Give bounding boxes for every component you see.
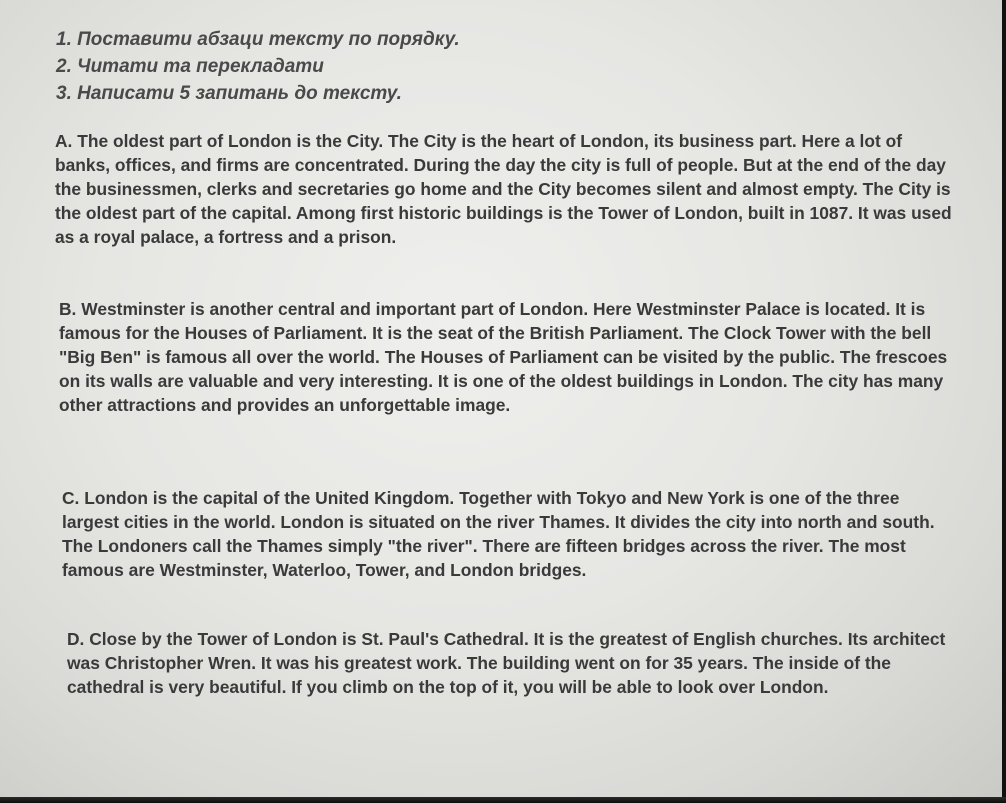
paragraph-b: B. Westminster is another central and important part of London. Here Westminster Palace is located. It is famous for the Houses of Parliament. It is the seat of the British Parliament. The Clock Tower with the bell "Big Ben" is famous all over the world. The Houses of Parliament can be visited by the public. The frescoes on its walls are valuable and very interesting. It is one of the oldest buildings in London. The city has many other attractions and provides an unforgettable image. bbox=[59, 299, 948, 415]
paragraph-a: A. The oldest part of London is the City. The City is the heart of London, its business part. Here a lot of banks, offices, and firms are concentrated. During the day the city is full of people. But at the end of the day the businessmen, clerks and secretaries go home and the City becomes silent and almost empty. The City is the oldest part of the capital. Among first historic buildings is the Tower of London, built in 1087. It was used as a royal palace, a fortress and a prison. bbox=[55, 131, 952, 247]
instruction-1: 1. Поставити абзаци тексту по порядку. bbox=[56, 29, 460, 50]
instruction-3: 3. Написати 5 запитань до тексту. bbox=[56, 83, 402, 104]
task-instructions bbox=[56, 26, 756, 107]
screen-bezel-bottom bbox=[0, 797, 1006, 803]
screen-bezel-right bbox=[1002, 0, 1006, 803]
instruction-2: 2. Читати та перекладати bbox=[56, 56, 324, 77]
paragraph-d: D. Close by the Tower of London is St. Paul's Cathedral. It is the greatest of English churches. Its architect was Christopher Wren. It was his greatest work. The building went on for 35 years. The inside of the cathedral is very beautiful. If you climb on the top of it, you will be able to look over London. bbox=[67, 629, 946, 697]
paragraph-c: C. London is the capital of the United Kingdom. Together with Tokyo and New York is one of the three largest cities in the world. London is situated on the river Thames. It divides the city into north and south. The Londoners call the Thames simply "the river". There are fifteen bridges across the river. The most famous are Westminster, Waterloo, Tower, and London bridges. bbox=[62, 488, 935, 580]
